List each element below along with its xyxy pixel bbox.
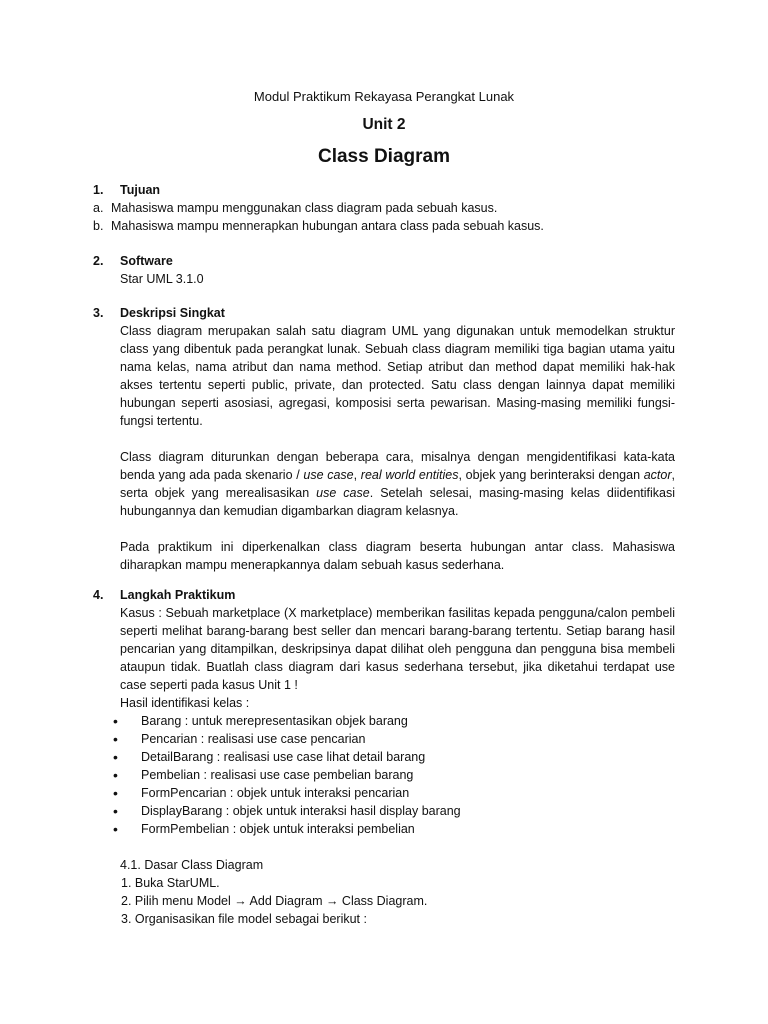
list-marker: a. [93,201,104,215]
list-item: • DisplayBarang : objek untuk interaksi hasil display barang [113,802,675,820]
list-item: 1. Buka StarUML. [121,876,220,890]
list-item: • FormPencarian : objek untuk interaksi pencarian [113,784,675,802]
section-heading: Deskripsi Singkat [120,306,225,320]
list-item [93,199,675,217]
list-item: • Pembelian : realisasi use case pembelian barang [113,766,675,784]
italic-run: use case [303,468,354,482]
text-run: . Setelah selesai, masing-masing kelas diidentifikasi hubungannya dan kemudian digambarkan diagram kelasnya. [120,486,675,518]
section-software [93,252,675,288]
software-name: Star UML 3.1.0 [120,272,204,286]
list-item-text: Mahasiswa mampu menggunakan class diagram pada sebuah kasus. [111,201,498,215]
section-langkah [93,586,675,928]
text-run: , [353,468,361,482]
section-heading: Langkah Praktikum [120,588,236,602]
text-run: , serta objek yang merealisasikan [120,468,676,500]
objective-list [93,199,675,235]
class-list [113,712,675,838]
section-tujuan [93,181,675,235]
running-header: Modul Praktikum Rekayasa Perangkat Lunak [253,89,515,104]
section-heading: Software [120,254,173,268]
description-paragraph-3: Pada praktikum ini diperkenalkan class diagram beserta hubungan antar class. Mahasiswa diharapkan mampu menerapkannya dalam sebuah kasus sederhana. [120,540,675,572]
text-run: Class diagram diturunkan dengan beberapa cara, misalnya dengan mengidentifikasi kata-kata benda yang ada pada skenario / [120,450,675,482]
subsection-heading: 4.1. Dasar Class Diagram [120,858,264,872]
list-item: • FormPembelian : objek untuk interaksi pembelian [113,820,675,838]
italic-run: actor [643,468,672,482]
list-item [93,217,675,235]
step-list [121,874,675,928]
section-number: 4. [93,588,104,602]
section-number: 3. [93,306,104,320]
case-paragraph: Kasus : Sebuah marketplace (X marketplace) memberikan fasilitas kepada pengguna/calon pembeli seperti melihat barang-barang best seller dan mencari barang-barang tertentu. Setiap barang hasil pencarian yang ditampilkan, deskripsinya dapat dilihat oleh pengguna dan pengguna bisa membeli ataupun tidak. Buatlah class diagram dari kasus sederhana tersebut, jika diketahui terdapat use case seperti pada kasus Unit 1 ! [120,606,675,692]
unit-title: Unit 2 [362,116,406,133]
description-paragraph-2 [120,448,675,520]
section-deskripsi [93,304,675,574]
section-number: 2. [93,254,104,268]
section-number: 1. [93,183,104,197]
text-run: , objek yang berinteraksi dengan [458,468,644,482]
section-heading: Tujuan [120,183,161,197]
list-item: • Pencarian : realisasi use case pencarian [113,730,675,748]
class-list-label: Hasil identifikasi kelas : [120,696,250,710]
list-item: • DetailBarang : realisasi use case lihat detail barang [113,748,675,766]
italic-run: use case [316,486,370,500]
list-item: 3. Organisasikan file model sebagai berikut : [121,912,367,926]
description-paragraph-1: Class diagram merupakan salah satu diagram UML yang digunakan untuk memodelkan struktur class yang dibentuk pada perangkat lunak. Sebuah class diagram memiliki tiga bagian utama yaitu nama kelas, nama atribut dan nama method. Setiap atribut dan method dapat memiliki hak-hak akses tertentu seperti public, private, dan protected. Satu class dengan lainnya dapat memiliki hubungan seperti asosiasi, agregasi, komposisi serta pewarisan. Masing-masing memiliki fungsi-fungsi tertentu. [120,324,675,428]
italic-run: real world entities [360,468,459,482]
page-title: Class Diagram [317,146,450,167]
list-item: • Barang : untuk merepresentasikan objek barang [113,712,675,730]
list-item-text: Mahasiswa mampu mennerapkan hubungan antara class pada sebuah kasus. [111,219,544,233]
list-item: 2. Pilih menu Model → Add Diagram → Class Diagram. [121,894,428,908]
list-marker: b. [93,219,104,233]
